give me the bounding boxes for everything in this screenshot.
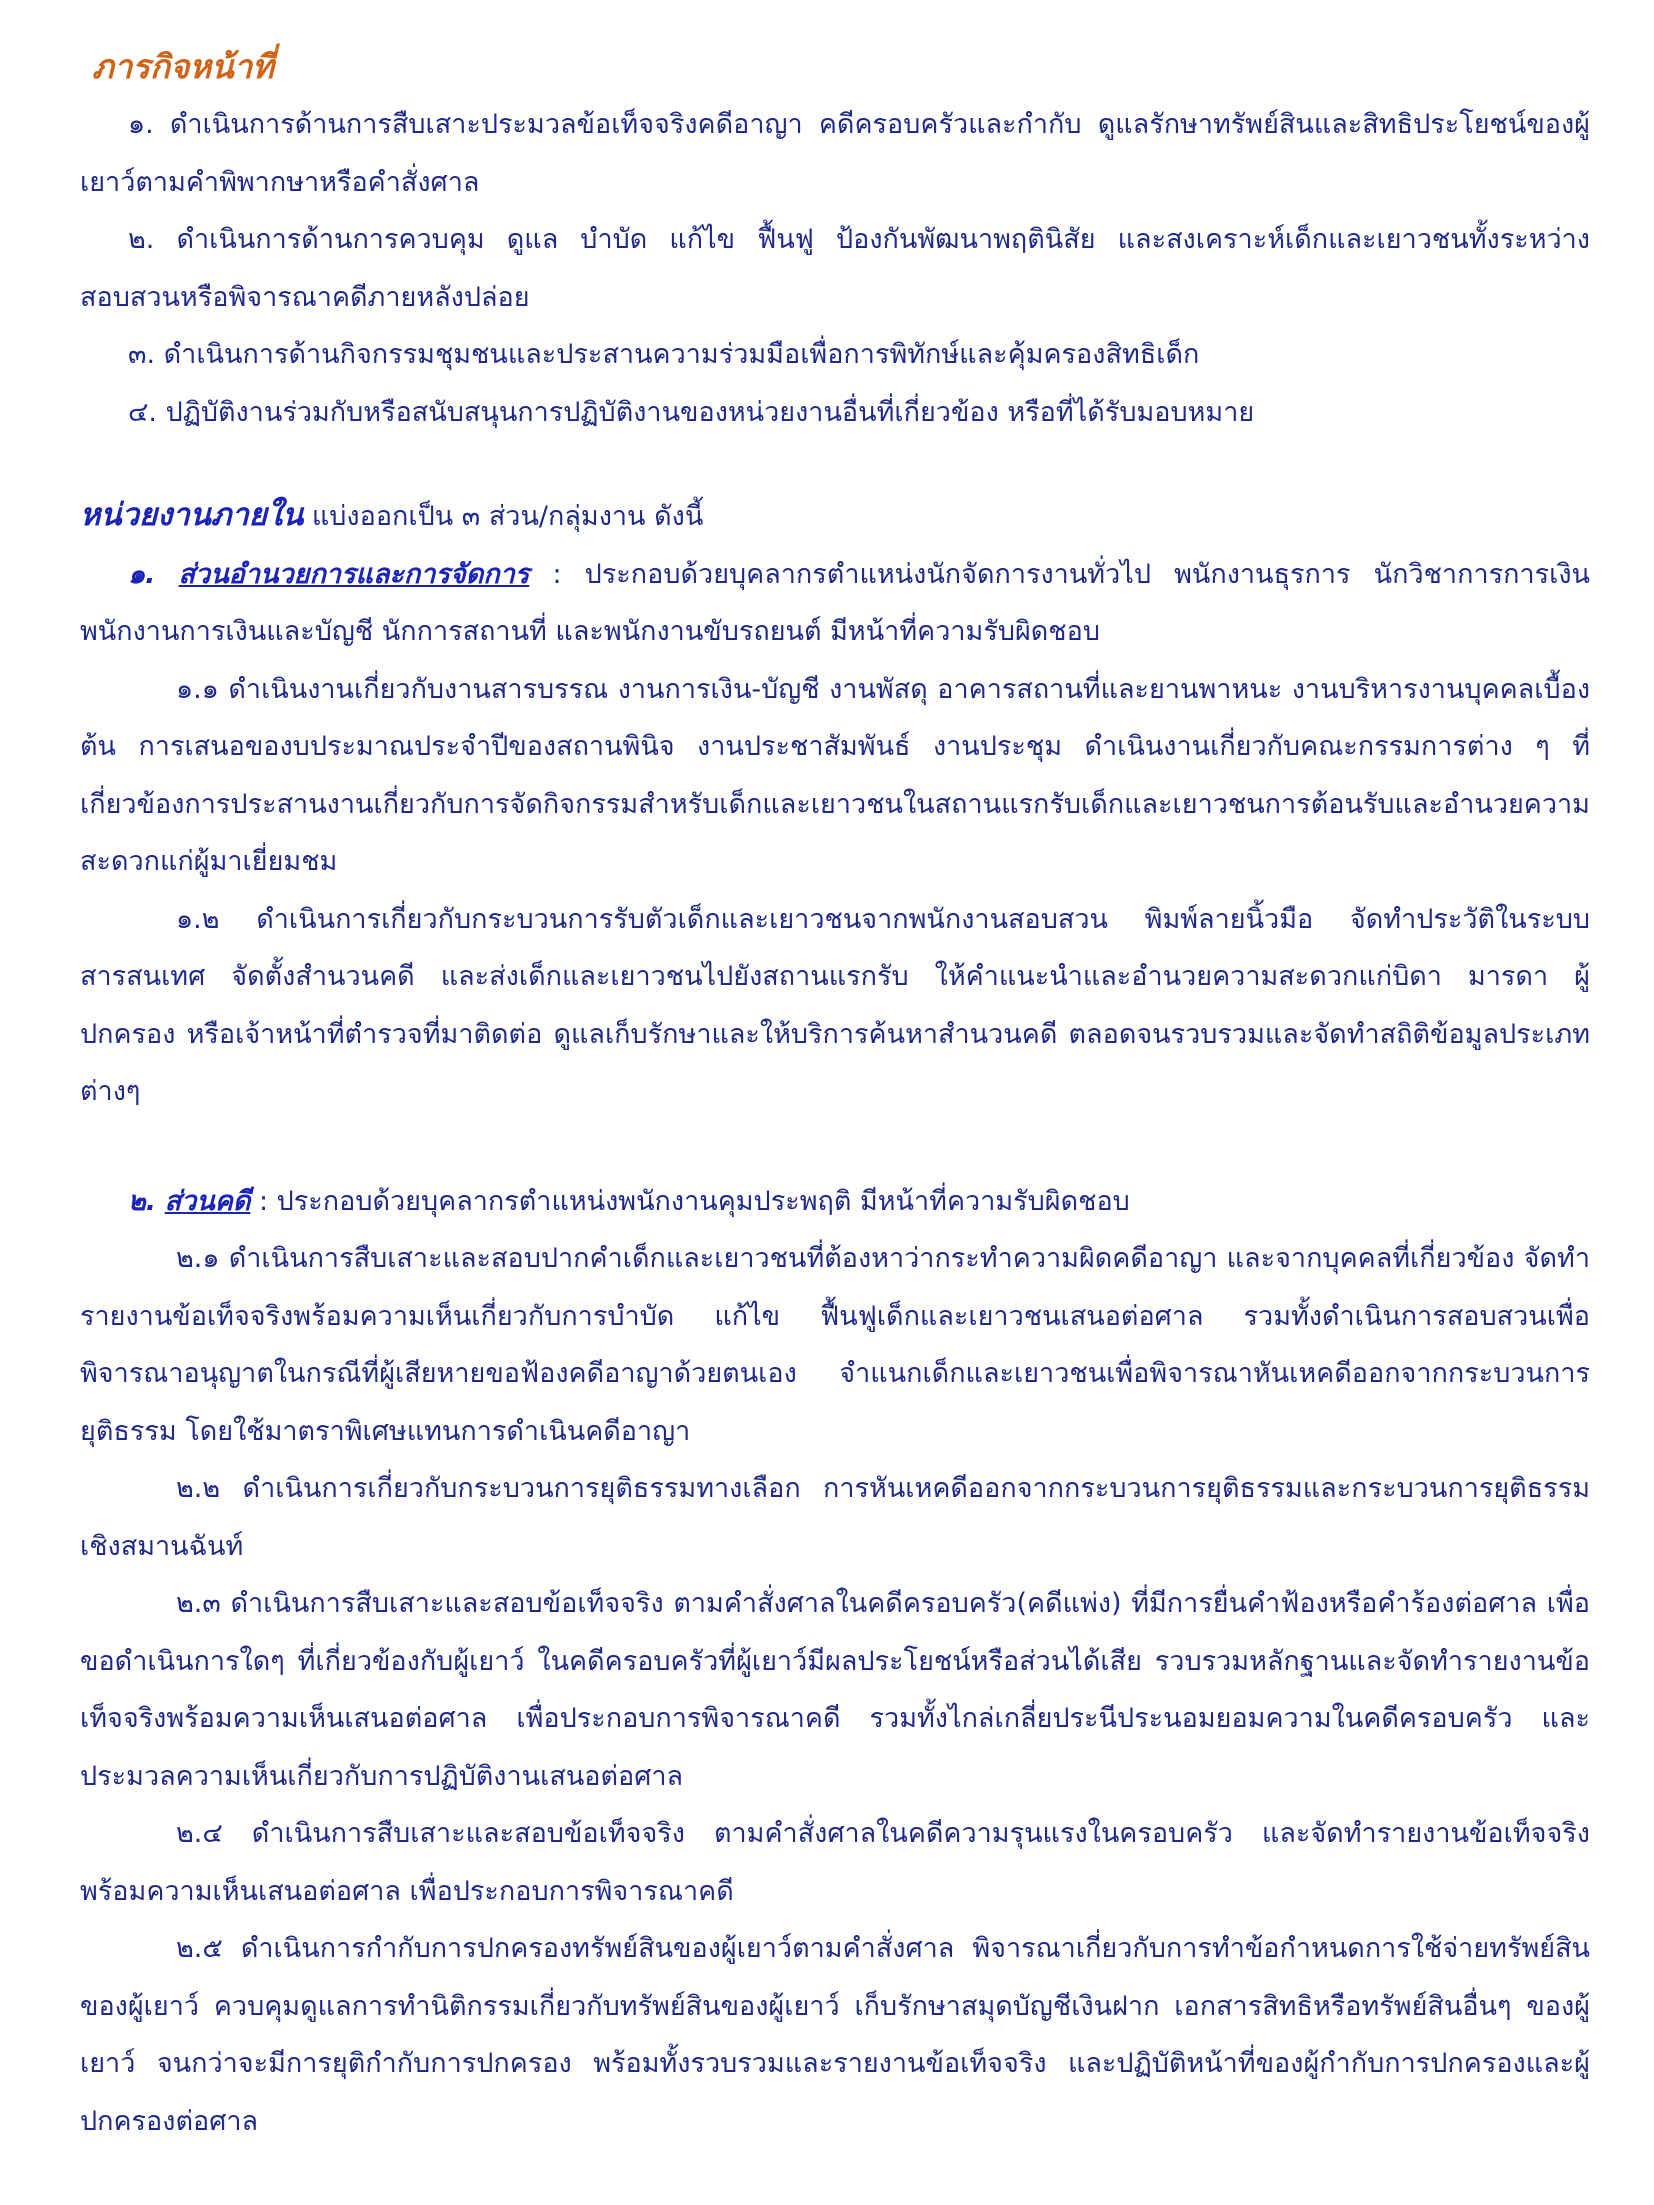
mission-heading: ภารกิจหน้าที่ <box>92 47 274 86</box>
mission-item-2: ๒. ดำเนินการด้านการควบคุม ดูแล บำบัด แก้ไข ฟื้นฟู ป้องกันพัฒนาพฤตินิสัย และสงเคราะห์เด็กและเยาวชนทั้งระหว่างสอบสวนหรือพิจารณาคดีภายหลังปล่อย <box>80 224 1590 313</box>
document-page <box>80 40 1590 2150</box>
section1-item-1: ๑.๑ ดำเนินงานเกี่ยวกับงานสารบรรณ งานการเงิน-บัญชี งานพัสดุ อาคารสถานที่และยานพาหนะ งานบริหารงานบุคคลเบื้องต้น การเสนอของบประมาณประจำปีของสถานพินิจ งานประชาสัมพันธ์ งานประชุม ดำเนินงานเกี่ยวกับคณะกรรมการต่าง ๆ ที่เกี่ยวข้องการประสานงานเกี่ยวกับการจัดกิจกรรมสำหรับเด็กและเยาวชนในสถานแรกรับเด็กและเยาวชนการต้อนรับและอำนวยความสะดวกแก่ผู้มาเยี่ยมชม <box>80 673 1590 877</box>
section1-item-2: ๑.๒ ดำเนินการเกี่ยวกับกระบวนการรับตัวเด็กและเยาวชนจากพนักงานสอบสวน พิมพ์ลายนิ้วมือ จัดทำประวัติในระบบสารสนเทศ จัดตั้งสำนวนคดี และส่งเด็กและเยาวชนไปยังสถานแรกรับ ให้คำแนะนำและอำนวยความสะดวกแก่บิดา มารดา ผู้ปกครอง หรือเจ้าหน้าที่ตำรวจที่มาติดต่อ ดูแลเก็บรักษาและให้บริการค้นหาสำนวนคดี ตลอดจนรวบรวมและจัดทำสถิติข้อมูลประเภทต่างๆ <box>80 903 1590 1107</box>
mission-item-4: ๔. ปฏิบัติงานร่วมกับหรือสนับสนุนการปฏิบัติงานของหน่วยงานอื่นที่เกี่ยวข้อง หรือที่ได้รับมอบหมาย <box>128 396 1255 428</box>
units-intro: แบ่งออกเป็น ๓ ส่วน/กลุ่มงาน ดังนี้ <box>311 501 704 532</box>
section1-description: : ประกอบด้วยบุคลากรตำแหน่งนักจัดการงานทั่วไป พนักงานธุรการ นักวิชาการการเงิน พนักงานการเงินและบัญชี นักการสถานที่ และพนักงานขับรถยนต์ มีหน้าที่ความรับผิดชอบ <box>80 558 1590 647</box>
section1-number: ๑. <box>128 558 156 590</box>
section2-title: ส่วนคดี <box>164 1185 251 1217</box>
units-heading: หน่วยงานภายใน <box>80 497 304 533</box>
mission-item-3: ๓. ดำเนินการด้านกิจกรรมชุมชนและประสานความร่วมมือเพื่อการพิทักษ์และคุ้มครองสิทธิเด็ก <box>128 339 1200 370</box>
section2-item-5: ๒.๕ ดำเนินการกำกับการปกครองทรัพย์สินของผู้เยาว์ตามคำสั่งศาล พิจารณาเกี่ยวกับการทำข้อกำหนดการใช้จ่ายทรัพย์สินของผู้เยาว์ ควบคุมดูแลการทำนิติกรรมเกี่ยวกับทรัพย์สินของผู้เยาว์ เก็บรักษาสมุดบัญชีเงินฝาก เอกสารสิทธิหรือทรัพย์สินอื่นๆ ของผู้เยาว์ จนกว่าจะมีการยุติกำกับการปกครอง พร้อมทั้งรวบรวมและรายงานข้อเท็จจริง และปฏิบัติหน้าที่ของผู้กำกับการปกครองและผู้ปกครองต่อศาล <box>80 1933 1590 2137</box>
section2-item-3: ๒.๓ ดำเนินการสืบเสาะและสอบข้อเท็จจริง ตามคำสั่งศาลในคดีครอบครัว(คดีแพ่ง) ที่มีการยื่นคำฟ้องหรือคำร้องต่อศาล เพื่อขอดำเนินการใดๆ ที่เกี่ยวข้องกับผู้เยาว์ ในคดีครอบครัวที่ผู้เยาว์มีผลประโยชน์หรือส่วนได้เสีย รวบรวมหลักฐานและจัดทำรายงานข้อเท็จจริงพร้อมความเห็นเสนอต่อศาล เพื่อประกอบการพิจารณาคดี รวมทั้งไกล่เกลี่ยประนีประนอมยอมความในคดีครอบครัว และประมวลความเห็นเกี่ยวกับการปฏิบัติงานเสนอต่อศาล <box>80 1588 1590 1792</box>
spacer <box>80 441 1590 487</box>
section1-header <box>80 546 1590 661</box>
section2-description: : ประกอบด้วยบุคลากรตำแหน่งพนักงานคุมประพฤติ มีหน้าที่ความรับผิดชอบ <box>258 1185 1130 1217</box>
spacer <box>80 1121 1590 1173</box>
section2-number: ๒. <box>128 1185 157 1217</box>
section1-title: ส่วนอำนวยการและการจัดการ <box>178 558 530 590</box>
units-heading-line <box>80 487 1590 546</box>
mission-item-1: ๑. ดำเนินการด้านการสืบเสาะประมวลข้อเท็จจริงคดีอาญา คดีครอบครัวและกำกับ ดูแลรักษาทรัพย์สินและสิทธิประโยชน์ของผู้เยาว์ตามคำพิพากษาหรือคำสั่งศาล <box>80 109 1590 198</box>
section2-item-2: ๒.๒ ดำเนินการเกี่ยวกับกระบวนการยุติธรรมทางเลือก การหันเหคดีออกจากกระบวนการยุติธรรมและกระบวนการยุติธรรมเชิงสมานฉันท์ <box>80 1473 1590 1562</box>
section2-header <box>80 1173 1590 1231</box>
section2-item-1: ๒.๑ ดำเนินการสืบเสาะและสอบปากคำเด็กและเยาวชนที่ต้องหาว่ากระทำความผิดคดีอาญา และจากบุคคลที่เกี่ยวข้อง จัดทำรายงานข้อเท็จจริงพร้อมความเห็นเกี่ยวกับการบำบัด แก้ไข ฟื้นฟูเด็กและเยาวชนเสนอต่อศาล รวมทั้งดำเนินการสอบสวนเพื่อพิจารณาอนุญาตในกรณีที่ผู้เสียหายขอฟ้องคดีอาญาด้วยตนเอง จำแนกเด็กและเยาวชนเพื่อพิจารณาหันเหคดีออกจากกระบวนการยุติธรรม โดยใช้มาตราพิเศษแทนการดำเนินคดีอาญา <box>80 1243 1590 1447</box>
section2-item-4: ๒.๔ ดำเนินการสืบเสาะและสอบข้อเท็จจริง ตามคำสั่งศาลในคดีความรุนแรงในครอบครัว และจัดทำรายงานข้อเท็จจริงพร้อมความเห็นเสนอต่อศาล เพื่อประกอบการพิจารณาคดี <box>80 1818 1590 1907</box>
